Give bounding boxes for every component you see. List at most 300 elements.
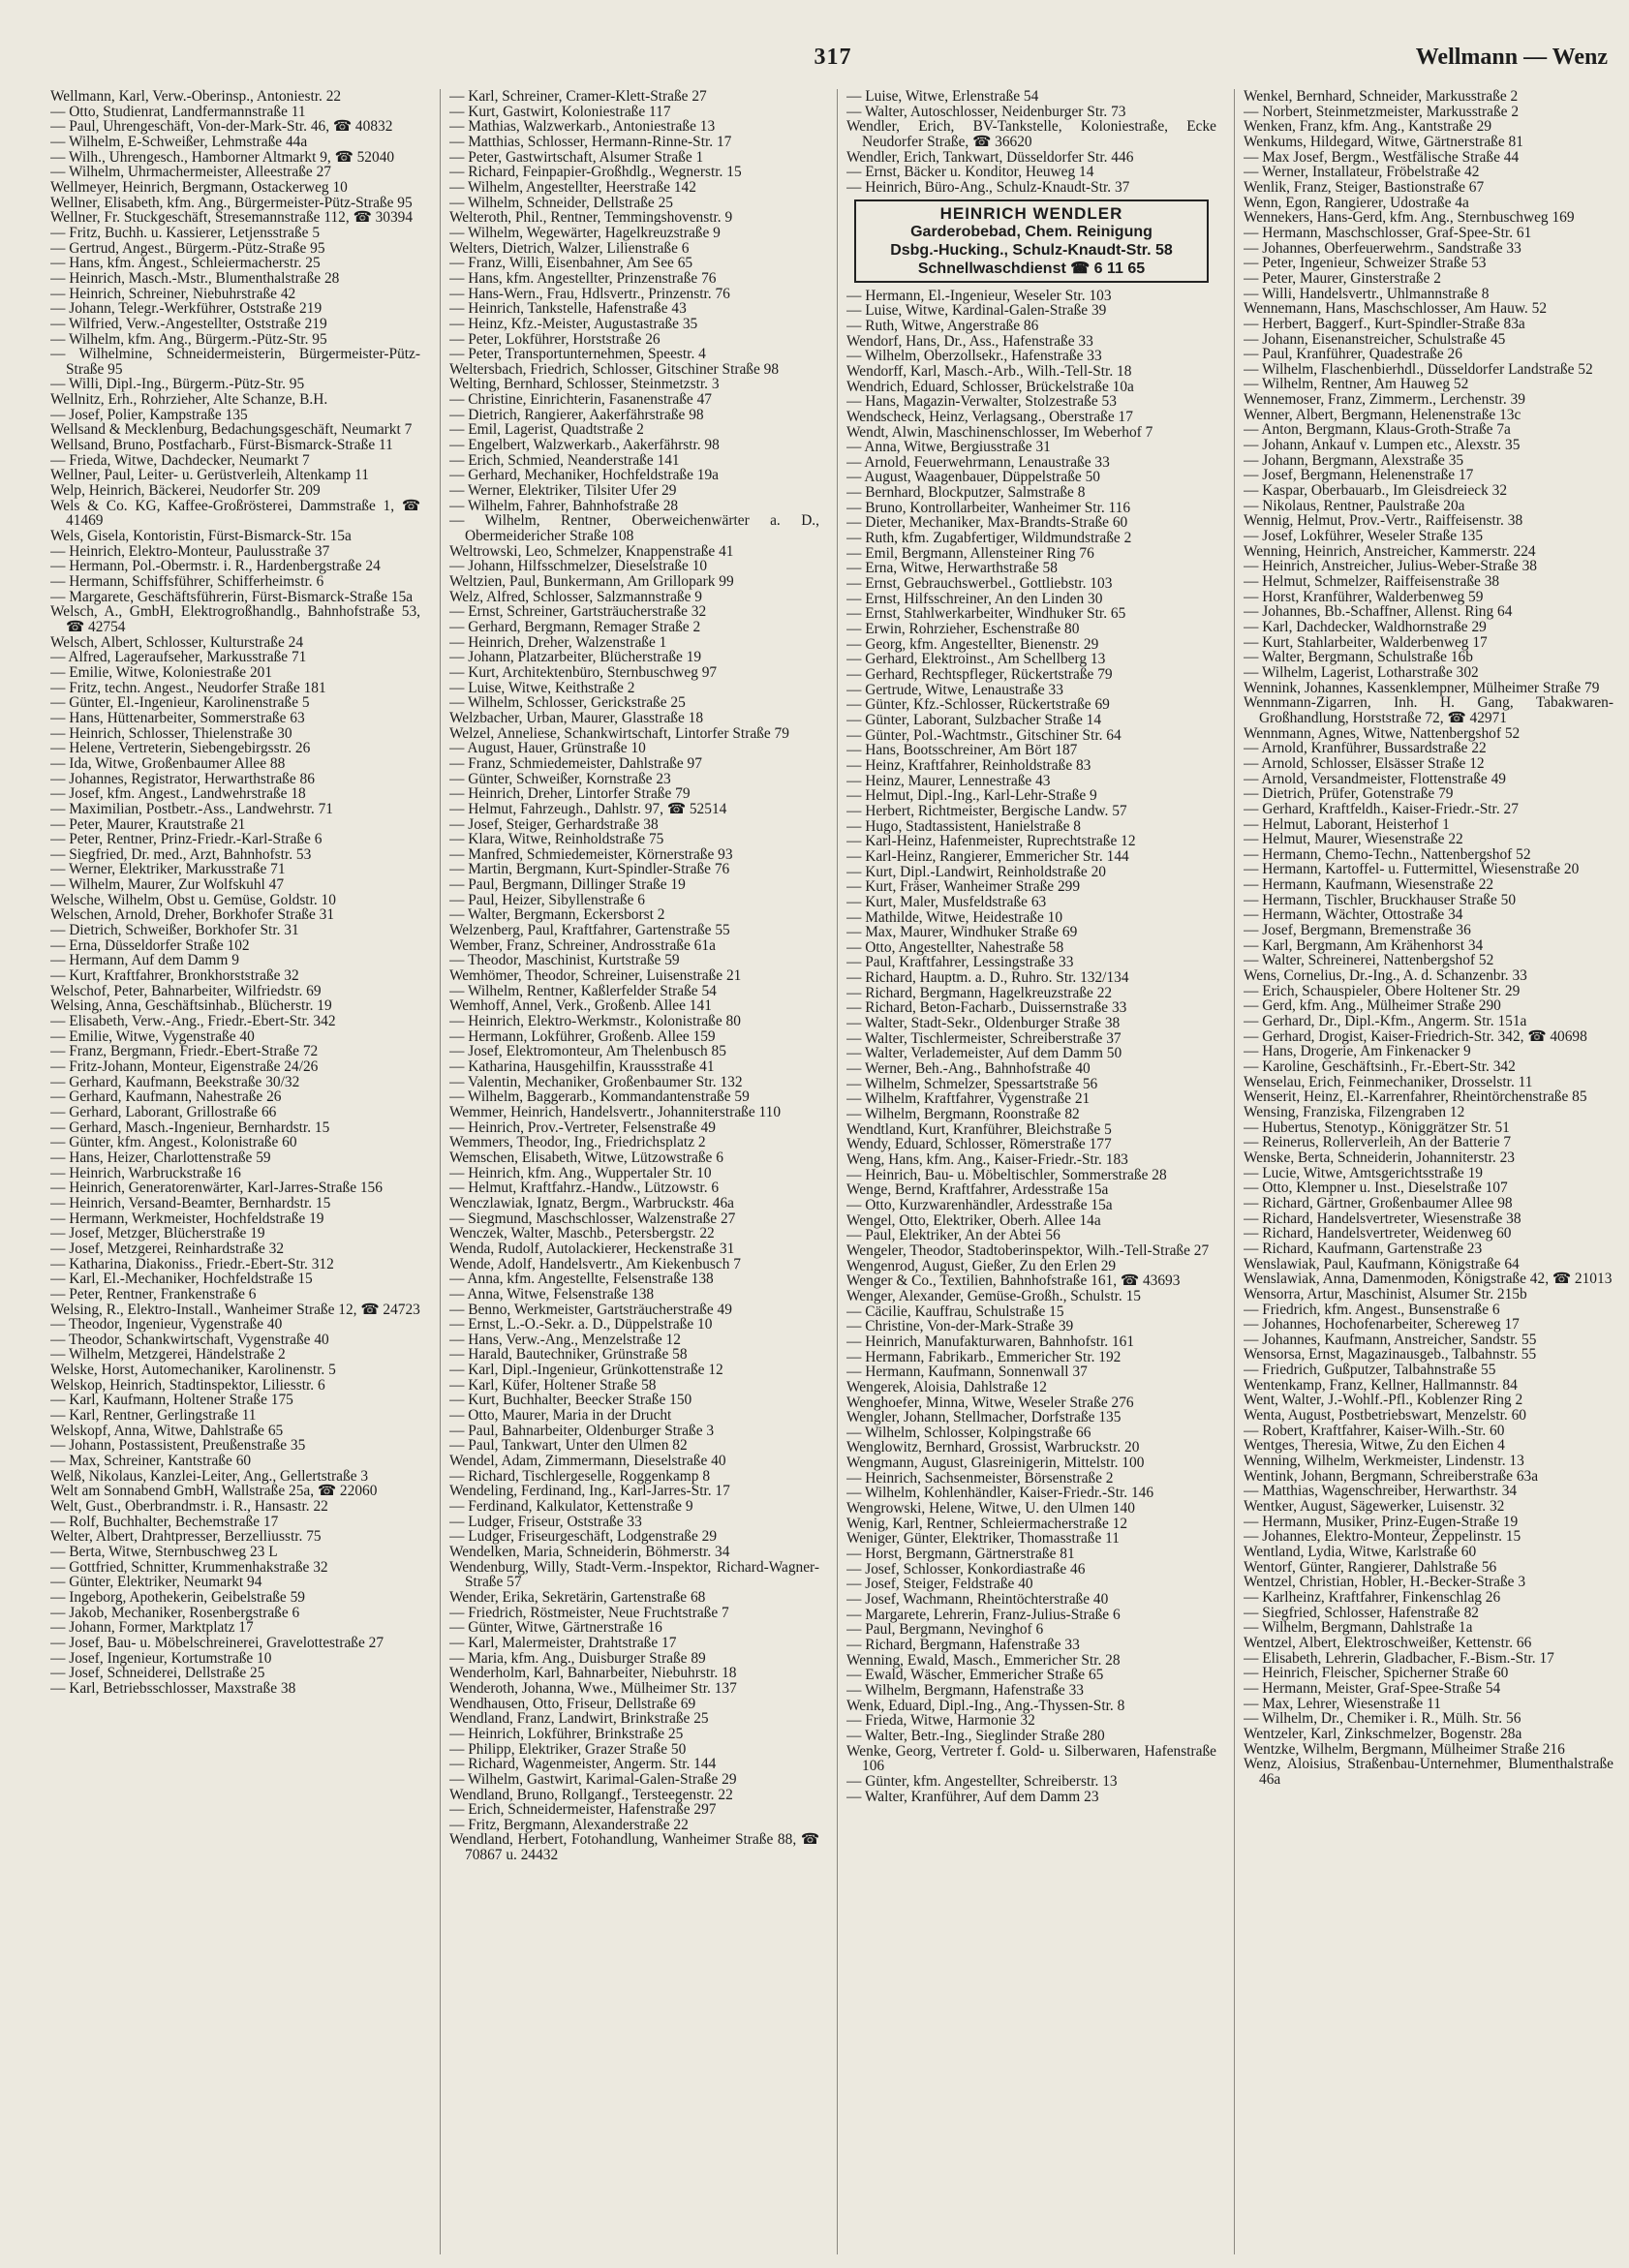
directory-entry: — Günter, El.-Ingenieur, Karolinenstraße 5 [50,694,310,712]
directory-entry: — Nikolaus, Rentner, Paulstraße 20a [1244,497,1465,514]
directory-entry: Wenger & Co., Textilien, Bahnhofstraße 161, ☎ 43693 [846,1272,1181,1290]
directory-entry: — Erich, Schneidermeister, Hafenstraße 297 [449,1801,717,1819]
directory-entry: — Johannes, Bb.-Schaffner, Allenst. Ring 64 [1244,603,1513,621]
directory-entry: Wentink, Johann, Bergmann, Schreiberstraße 63a [1244,1467,1539,1485]
directory-entry: — Werner, Beh.-Ang., Bahnhofstraße 40 [846,1060,1091,1078]
directory-entry: — Karlheinz, Kraftfahrer, Finkenschlag 26 [1244,1588,1501,1606]
directory-entry: Welschof, Peter, Bahnarbeiter, Wilfriedstr. 69 [50,982,322,999]
directory-entry: — Ernst, Stahlwerkarbeiter, Windhuker Str. 65 [846,605,1126,623]
directory-entry: — Herbert, Baggerf., Kurt-Spindler-Straße 83a [1244,315,1525,332]
directory-entry: — Hermann, Wächter, Ottostraße 34 [1244,906,1463,924]
directory-entry: — Gerhard, Bergmann, Remager Straße 2 [449,618,701,635]
directory-entry: — Karl, Kaufmann, Holtener Straße 175 [50,1392,293,1409]
directory-entry: Wenkel, Bernhard, Schneider, Markusstraße 2 [1244,89,1519,105]
directory-entry: — Mathilde, Witwe, Heidestraße 10 [846,908,1063,926]
directory-entry: — Ruth, kfm. Zugabfertiger, Wildmundstraße 2 [846,530,1132,547]
directory-entry: — Gerhard, Mechaniker, Hochfeldstraße 19a [449,467,720,484]
directory-entry: — Frieda, Witwe, Harmonie 32 [846,1712,1035,1730]
directory-entry: — Richard, Feinpapier-Großhdlg., Wegnerstr. 15 [449,164,742,181]
directory-entry: — Wilhelm, Wegewärter, Hagelkreuzstraße 9 [449,224,721,241]
directory-entry: — Gerhard, Kaufmann, Beekstraße 30/32 [50,1073,300,1090]
directory-columns [50,89,1619,2254]
directory-entry: — Helmut, Dipl.-Ing., Karl-Lehr-Straße 9 [846,787,1097,805]
directory-entry: — Werner, Installateur, Fröbelstraße 42 [1244,164,1480,181]
ad-line: Schnellwaschdienst ☎ 6 11 65 [917,260,1146,277]
directory-entry: Went, Walter, J.-Wohlf.-Pfl., Koblenzer Ring 2 [1244,1392,1523,1409]
directory-entry: — Frieda, Witwe, Dachdecker, Neumarkt 7 [50,451,310,469]
directory-entry: — Friedrich, Röstmeister, Neue Fruchtstraße 7 [449,1604,729,1621]
directory-entry: — Josef, Lokführer, Weseler Straße 135 [1244,528,1484,545]
directory-entry: — Margarete, Lehrerin, Franz-Julius-Straße 6 [846,1606,1121,1623]
directory-entry: Wennig, Helmut, Prov.-Vertr., Raiffeisenstr. 38 [1244,512,1523,530]
directory-entry: — Hermann, Meister, Graf-Spee-Straße 54 [1244,1679,1501,1697]
directory-entry: — Helmut, Maurer, Wiesenstraße 22 [1244,831,1463,848]
directory-entry: — Helmut, Laborant, Heisterhof 1 [1244,815,1450,833]
directory-entry: Wenderoth, Johanna, Wwe., Mülheimer Str. 137 [449,1679,737,1697]
directory-entry: — Mathias, Walzwerkarb., Antoniestraße 13 [449,118,716,136]
directory-entry: Wellnitz, Erh., Rohrzieher, Alte Schanze, B.H. [50,391,328,409]
directory-entry: — Matthias, Schlosser, Hermann-Rinne-Str. 17 [449,133,732,150]
directory-entry: — Wilhelm, Fahrer, Bahnhofstraße 28 [449,497,679,514]
directory-entry: — Hermann, Schiffsführer, Schifferheimstr. 6 [50,573,324,590]
directory-entry: — Hermann, Fabrikarb., Emmericher Str. 192 [846,1348,1122,1365]
directory-entry: — Paul, Kraftfahrer, Lessingstraße 33 [846,954,1074,971]
directory-entry: — Elisabeth, Lehrerin, Gladbacher, F.-Bism.-Str. 17 [1244,1649,1554,1667]
directory-entry: Wenczek, Walter, Maschb., Petersbergstr. 22 [449,1225,715,1242]
directory-entry: — Wilhelm, Oberzollsekr., Hafenstraße 33 [846,348,1102,365]
directory-entry: Wenslawiak, Paul, Kaufmann, Königstraße 64 [1244,1255,1520,1272]
directory-entry: — Arnold, Kranführer, Bussardstraße 22 [1244,740,1487,757]
directory-entry: — Gertrud, Angest., Bürgerm.-Pütz-Straße 95 [50,239,325,257]
directory-entry: — Paul, Heizer, Sibyllenstraße 6 [449,891,645,908]
directory-entry: — Heinrich, Manufakturwaren, Bahnhofstr. 161 [846,1333,1135,1350]
directory-entry: — Werner, Elektriker, Tilsiter Ufer 29 [449,482,677,500]
directory-entry: — Kurt, Dipl.-Landwirt, Reinholdstraße 20 [846,863,1107,880]
directory-entry: Wender, Erika, Sekretärin, Gartenstraße 68 [449,1588,706,1606]
directory-entry: — Gerhard, Rechtspfleger, Rückertstraße 79 [846,666,1113,683]
directory-entry: — Max, Maurer, Windhuker Straße 69 [846,924,1078,941]
directory-entry: Welz, Alfred, Schlosser, Salzmannstraße 9 [449,588,702,605]
directory-entry: — Ernst, Gebrauchswerbel., Gottliebstr. 103 [846,575,1113,593]
directory-entry: Welsing, Anna, Geschäftsinhab., Blücherstr. 19 [50,997,332,1015]
column-2 [449,89,819,2254]
directory-entry: Wenglowitz, Bernhard, Grossist, Warbruckstr. 20 [846,1439,1140,1456]
directory-entry: Wemhömer, Theodor, Schreiner, Luisenstraße 21 [449,967,742,985]
directory-entry: Welp, Heinrich, Bäckerei, Neudorfer Str. 209 [50,482,321,500]
directory-entry: — Christine, Von-der-Mark-Straße 39 [846,1318,1074,1335]
directory-entry: Weltzien, Paul, Bunkermann, Am Grillopark 99 [449,573,734,590]
directory-entry: — Heinrich, Tankstelle, Hafenstraße 43 [449,300,687,318]
directory-entry: — Peter, Rentner, Frankenstraße 6 [50,1285,257,1303]
directory-entry: — Johannes, Oberfeuerwehrm., Sandstraße 33 [1244,239,1521,257]
directory-entry: — Richard, Handelsvertreter, Wiesenstraße 38 [1244,1210,1521,1227]
directory-entry: Wenselau, Erich, Feinmechaniker, Drosselstr. 11 [1244,1073,1533,1090]
directory-entry: — Margarete, Geschäftsführerin, Fürst-Bismarck-Straße 15a [50,588,414,605]
directory-entry: — Josef, Polier, Kampstraße 135 [50,406,248,423]
directory-entry: — Erna, Witwe, Herwarthstraße 58 [846,560,1058,577]
directory-entry: — Johann, Eisenanstreicher, Schulstraße 45 [1244,330,1506,348]
directory-entry: — Günter, Kfz.-Schlosser, Rückertstraße 69 [846,696,1110,714]
directory-entry: Wennink, Johannes, Kassenklempner, Mülheimer Straße 79 [1244,679,1600,696]
directory-entry: — Walter, Bergmann, Schulstraße 16b [1244,649,1473,666]
directory-entry: — Paul, Bahnarbeiter, Oldenburger Straße 3 [449,1422,715,1439]
directory-entry: — Valentin, Mechaniker, Großenbaumer Str. 132 [449,1073,743,1090]
directory-entry: — Alfred, Lageraufseher, Markusstraße 71 [50,649,307,666]
directory-entry: — Hermann, Pol.-Obermstr. i. R., Hardenbergstraße 24 [50,558,381,575]
directory-entry: Welsch, Albert, Schlosser, Kulturstraße 24 [50,633,304,651]
directory-entry: — Gerhard, Drogist, Kaiser-Friedrich-Str. 342, ☎ 40698 [1244,1027,1587,1045]
directory-entry: — Paul, Elektriker, An der Abtei 56 [846,1227,1060,1244]
directory-entry: Welskopf, Anna, Witwe, Dahlstraße 65 [50,1422,284,1439]
directory-entry: — Emilie, Witwe, Koloniestraße 201 [50,663,273,681]
directory-entry: — Günter, kfm. Angest., Kolonistraße 60 [50,1134,297,1151]
directory-entry: — Wilhelm, Rentner, Kaßlerfelder Straße 54 [449,982,717,999]
directory-entry: — Walter, Autoschlosser, Neidenburger Str. 73 [846,103,1126,120]
directory-entry: Welsing, R., Elektro-Install., Wanheimer Straße 12, ☎ 24723 [50,1301,420,1318]
directory-entry: Wenke, Georg, Vertreter f. Gold- u. Silberwaren, Hafenstraße 106 [846,1742,1216,1775]
directory-entry: — Karl, Küfer, Holtener Straße 58 [449,1376,657,1394]
directory-entry: — Gerhard, Elektroinst., Am Schellberg 13 [846,651,1106,668]
directory-entry: — Johann, Platzarbeiter, Blücherstraße 19 [449,649,702,666]
directory-entry: — Josef, Wachmann, Rheintöchterstraße 40 [846,1591,1109,1609]
directory-entry: — August, Waagenbauer, Düppelstraße 50 [846,469,1100,486]
directory-entry: Wende, Adolf, Handelsvertr., Am Kiekenbusch 7 [449,1255,741,1272]
directory-entry: Weltersbach, Friedrich, Schlosser, Gitschiner Straße 98 [449,360,780,378]
directory-entry: — Gerhard, Kraftfeldh., Kaiser-Friedr.-Str. 27 [1244,800,1519,817]
directory-entry: — Luise, Witwe, Kardinal-Galen-Straße 39 [846,302,1107,320]
directory-entry: — Wilhelm, Lagerist, Lotharstraße 302 [1244,663,1479,681]
directory-entry: Wennmann, Agnes, Witwe, Nattenbergshof 52 [1244,724,1521,742]
directory-entry: — Ingeborg, Apothekerin, Geibelstraße 59 [50,1588,306,1606]
directory-entry: — Johann, Bergmann, Alexstraße 35 [1244,451,1464,469]
directory-entry: — Christine, Einrichterin, Fasanenstraße 47 [449,391,712,409]
column-divider [1234,89,1235,2254]
directory-entry: — Heinrich, Lokführer, Brinkstraße 25 [449,1725,684,1742]
directory-entry: Wentzke, Wilhelm, Bergmann, Mülheimer Straße 216 [1244,1740,1565,1758]
directory-entry: — Anton, Bergmann, Klaus-Groth-Straße 7a [1244,421,1511,439]
directory-entry: — Günter, Pol.-Wachtmstr., Gitschiner Str. 64 [846,726,1122,744]
directory-entry: — Hermann, Lokführer, Großenb. Allee 159 [449,1027,716,1045]
directory-entry: Welters, Dietrich, Walzer, Lilienstraße 6 [449,239,690,257]
directory-entry: Wenske, Berta, Schneiderin, Johanniterstr. 23 [1244,1149,1515,1166]
directory-entry: — Hans, Bootsschreiner, Am Bört 187 [846,742,1078,759]
directory-entry: — Johannes, Elektro-Monteur, Zeppelinstr. 15 [1244,1528,1521,1546]
directory-entry: — Luise, Witwe, Erlenstraße 54 [846,89,1039,105]
running-head: Wellmann — Wenz [1415,45,1608,70]
directory-entry: — Franz, Schmiedemeister, Dahlstraße 97 [449,754,702,772]
directory-entry: — Erich, Schauspieler, Obere Holtener Str. 29 [1244,982,1521,999]
directory-entry: — Karl, Dachdecker, Waldhornstraße 29 [1244,618,1487,635]
directory-entry: Wellsand & Mecklenburg, Bedachungsgeschäft, Neumarkt 7 [50,421,413,439]
directory-entry: — Günter, Laborant, Sulzbacher Straße 14 [846,711,1102,728]
directory-entry: — Walter, Kranführer, Auf dem Damm 23 [846,1788,1099,1805]
column-3 [846,89,1216,2254]
directory-entry: — Heinz, Kfz.-Meister, Augustastraße 35 [449,315,698,332]
directory-entry: — Manfred, Schmiedemeister, Körnerstraße 93 [449,845,733,863]
directory-entry: — Hubertus, Stenotyp., Königgrätzer Str. 51 [1244,1119,1510,1136]
directory-entry: — Wilhelm, Rentner, Am Hauweg 52 [1244,376,1469,393]
directory-entry: Wendenburg, Willy, Stadt-Verm.-Inspektor, Richard-Wagner-Straße 57 [449,1558,819,1591]
directory-entry: — Kurt, Gastwirt, Koloniestraße 117 [449,103,671,120]
column-1 [50,89,420,2254]
directory-entry: — Walter, Stadt-Sekr., Oldenburger Straße 38 [846,1015,1121,1032]
directory-entry: — Ida, Witwe, Großenbaumer Allee 88 [50,754,286,772]
directory-entry: — Johannes, Registrator, Herwarthstraße 86 [50,770,315,787]
directory-entry: — Wilhelm, Baggerarb., Kommandantenstraße 59 [449,1088,750,1106]
directory-entry: — Heinrich, Dreher, Walzenstraße 1 [449,633,667,651]
directory-entry: — Josef, kfm. Angest., Landwehrstraße 18 [50,785,306,803]
directory-entry: — Luise, Witwe, Keithstraße 2 [449,679,635,696]
directory-entry: Wendorf, Hans, Dr., Ass., Hafenstraße 33 [846,332,1093,350]
directory-entry: Wenn, Egon, Rangierer, Udostraße 4a [1244,194,1469,211]
directory-entry: — Josef, Metzgerei, Reinhardstraße 32 [50,1240,285,1257]
directory-entry: — Jakob, Mechaniker, Rosenbergstraße 6 [50,1604,300,1621]
directory-entry: Wentenkamp, Franz, Kellner, Hallmannstr. 84 [1244,1376,1518,1394]
column-divider [837,89,838,2254]
directory-entry: — Josef, Bau- u. Möbelschreinerei, Gravelottestraße 27 [50,1634,384,1651]
directory-entry: — Karl, Malermeister, Drahtstraße 17 [449,1634,677,1651]
directory-entry: Wendt, Alwin, Maschinenschlosser, Im Weberhof 7 [846,423,1153,441]
directory-entry: — Walter, Schreinerei, Nattenbergshof 52 [1244,952,1494,969]
directory-entry: — Cäcilie, Kauffrau, Schulstraße 15 [846,1303,1064,1320]
directory-entry: — Karl, El.-Mechaniker, Hochfeldstraße 15 [50,1271,313,1288]
directory-entry: Wenken, Franz, kfm. Ang., Kantstraße 29 [1244,118,1492,136]
directory-entry: Wendrich, Eduard, Schlosser, Brückelstraße 10a [846,378,1134,395]
directory-entry: Wendorff, Karl, Masch.-Arb., Wilh.-Tell-Str. 18 [846,362,1132,380]
directory-entry: Wentzeler, Karl, Zinkschmelzer, Bogenstr. 28a [1244,1725,1522,1742]
directory-entry: — Johann, Hilfsschmelzer, Dieselstraße 10 [449,558,708,575]
directory-entry: — Reinerus, Rollerverleih, An der Batterie 7 [1244,1134,1512,1151]
directory-entry: — Richard, Hauptm. a. D., Ruhro. Str. 132/134 [846,969,1129,987]
directory-entry: — Max, Schreiner, Kantstraße 60 [50,1453,252,1470]
directory-entry: — Heinrich, Masch.-Mstr., Blumenthalstraße 28 [50,269,340,287]
directory-entry: — Josef, Ingenieur, Kortumstraße 10 [50,1649,272,1667]
directory-entry: Wentker, August, Sägewerker, Luisenstr. 32 [1244,1498,1505,1516]
directory-entry: Wengrowski, Helene, Witwe, U. den Ulmen 140 [846,1500,1135,1517]
directory-entry: — Fritz-Johann, Monteur, Eigenstraße 24/26 [50,1058,319,1075]
directory-entry: Wendtland, Kurt, Kranführer, Bleichstraße 5 [846,1120,1112,1138]
directory-entry: — Helene, Vertreterin, Siebengebirgsstr. 26 [50,740,311,757]
directory-entry: Wenk, Eduard, Dipl.-Ing., Ang.-Thyssen-Str. 8 [846,1697,1125,1714]
directory-entry: Wemmer, Heinrich, Handelsvertr., Johanniterstraße 110 [449,1103,782,1120]
directory-entry: Wendscheck, Heinz, Verlagsang., Oberstraße 17 [846,408,1133,425]
directory-entry: — Berta, Witwe, Sternbuschweg 23 L [50,1544,278,1560]
directory-entry: — Friedrich, kfm. Angest., Bunsenstraße 6 [1244,1301,1500,1318]
directory-entry: — Arnold, Versandmeister, Flottenstraße 49 [1244,770,1506,787]
directory-entry: — Richard, Bergmann, Hagelkreuzstraße 22 [846,984,1113,1001]
directory-entry: — Emil, Lagerist, Quadtstraße 2 [449,421,644,439]
directory-entry: — Peter, Maurer, Krautstraße 21 [50,815,246,833]
directory-entry: — Josef, Steiger, Feldstraße 40 [846,1576,1033,1593]
directory-entry: — Arnold, Feuerwehrmann, Lenaustraße 33 [846,453,1110,471]
directory-entry: — Erwin, Rohrzieher, Eschenstraße 80 [846,621,1080,638]
directory-entry: Wenner, Albert, Bergmann, Helenenstraße 13c [1244,406,1521,423]
directory-entry: — Kaspar, Oberbauarb., Im Gleisdreieck 32 [1244,482,1508,500]
directory-entry: Wenta, August, Postbetriebswart, Menzelstr. 60 [1244,1407,1526,1425]
directory-entry: Wentorf, Günter, Rangierer, Dahlstraße 56 [1244,1558,1497,1576]
directory-entry: — Peter, Ingenieur, Schweizer Straße 53 [1244,255,1487,272]
directory-entry: — Gerhard, Dr., Dipl.-Kfm., Angerm. Str. 151a [1244,1013,1527,1030]
directory-entry: — Karl, Bergmann, Am Krähenhorst 34 [1244,936,1484,954]
directory-entry: — Kurt, Fräser, Wanheimer Straße 299 [846,878,1081,896]
directory-entry: Wendelken, Maria, Schneiderin, Böhmerstr. 34 [449,1544,730,1560]
directory-entry: — Hans-Wern., Frau, Hdlsvertr., Prinzenstr. 76 [449,285,730,302]
directory-entry: — Otto, Studienrat, Landfermannstraße 11 [50,103,306,120]
directory-entry: — August, Hauer, Grünstraße 10 [449,740,646,757]
directory-entry: — Dietrich, Schweißer, Borkhofer Str. 31 [50,922,299,939]
directory-entry: — Hans, Hüttenarbeiter, Sommerstraße 63 [50,709,305,726]
directory-entry: Wennemann, Hans, Maschschlosser, Am Hauw. 52 [1244,300,1548,318]
directory-entry: — Heinrich, Bau- u. Möbeltischler, Sommerstraße 28 [846,1166,1167,1183]
directory-entry: — Ludger, Friseur, Oststraße 33 [449,1513,642,1530]
directory-entry: — Johann, Ankauf v. Lumpen etc., Alexstr. 35 [1244,437,1521,454]
directory-entry: Wendel, Adam, Zimmermann, Dieselstraße 40 [449,1453,726,1470]
directory-entry: — Hermann, Tischler, Bruckhauser Straße 50 [1244,891,1517,908]
directory-entry: — Johann, Postassistent, Preußenstraße 35 [50,1437,306,1455]
directory-entry: — Heinrich, Sachsenmeister, Börsenstraße 2 [846,1469,1114,1486]
directory-entry: — Günter, Schweißer, Kornstraße 23 [449,770,671,787]
directory-entry: — Hermann, Kartoffel- u. Futtermittel, Wiesenstraße 20 [1244,861,1580,878]
directory-entry: — Benno, Werkmeister, Gartsträucherstraße 49 [449,1301,732,1318]
directory-entry: — Martin, Bergmann, Kurt-Spindler-Straße 76 [449,861,730,878]
directory-entry: — Josef, Bergmann, Helenenstraße 17 [1244,467,1474,484]
directory-entry: — Franz, Willi, Eisenbahner, Am See 65 [449,255,693,272]
directory-entry: — Hans, Heizer, Charlottenstraße 59 [50,1149,271,1166]
directory-entry: — Max, Lehrer, Wiesenstraße 11 [1244,1695,1441,1712]
directory-entry: — Matthias, Wagenschreiber, Herwarthstr. 34 [1244,1483,1518,1500]
directory-entry: Wendler, Erich, Tankwart, Düsseldorfer Str. 446 [846,148,1134,166]
directory-entry: — Otto, Klempner u. Inst., Dieselstraße 107 [1244,1180,1508,1197]
directory-entry: Wenning, Wilhelm, Werkmeister, Lindenstr. 13 [1244,1453,1524,1470]
directory-entry: — Willi, Handelsvertr., Uhlmannstraße 8 [1244,285,1490,302]
directory-entry: Wengerek, Aloisia, Dahlstraße 12 [846,1378,1047,1395]
directory-entry: — Wilhelm, Metzgerei, Händelstraße 2 [50,1346,286,1364]
directory-entry: — Gerhard, Laborant, Grillostraße 66 [50,1103,277,1120]
directory-entry: — Karl-Heinz, Rangierer, Emmericher Str. 144 [846,847,1129,865]
directory-entry: Wennmann-Zigarren, Inh. H. Gang, Tabakwaren-Großhandlung, Horststraße 72, ☎ 42971 [1244,694,1614,726]
directory-entry: — Peter, Lokführer, Horststraße 26 [449,330,661,348]
directory-entry: Welzbacher, Urban, Maurer, Glasstraße 18 [449,709,704,726]
directory-entry: Weng, Hans, kfm. Ang., Kaiser-Friedr.-Str. 183 [846,1151,1128,1168]
directory-entry: — Bernhard, Blockputzer, Salmstraße 8 [846,484,1086,502]
directory-entry: — Wilhelm, Bergmann, Roonstraße 82 [846,1106,1080,1123]
directory-entry: — Lucie, Witwe, Amtsgerichtsstraße 19 [1244,1164,1484,1181]
directory-entry: — Heinrich, Elektro-Werkmstr., Kolonistraße 80 [449,1013,741,1030]
directory-entry: Wellner, Paul, Leiter- u. Gerüstverleih, Altenkamp 11 [50,467,369,484]
directory-entry: Wensorsa, Ernst, Magazinausgeb., Talbahnstr. 55 [1244,1346,1537,1364]
directory-entry: — Josef, Schneiderei, Dellstraße 25 [50,1665,265,1682]
directory-entry: — Hermann, Musiker, Prinz-Eugen-Straße 19 [1244,1513,1519,1530]
directory-entry: — Johann, Telegr.-Werkführer, Oststraße 219 [50,300,323,318]
directory-entry: — Josef, Steiger, Gerhardstraße 38 [449,815,659,833]
directory-entry: — Hermann, Kaufmann, Wiesenstraße 22 [1244,876,1494,894]
directory-entry: — Katharina, Diakoniss., Friedr.-Ebert-Str. 312 [50,1255,334,1272]
directory-entry: — Hermann, Werkmeister, Hochfeldstraße 19 [50,1210,324,1227]
directory-entry: Wenge, Bernd, Kraftfahrer, Ardesstraße 15a [846,1181,1109,1199]
directory-entry: — Helmut, Kraftfahrz.-Handw., Lützowstr. 6 [449,1180,720,1197]
directory-entry: Wels, Gisela, Kontoristin, Fürst-Bismarck-Str. 15a [50,528,352,545]
directory-entry: Wendland, Bruno, Rollgangf., Tersteegenstr. 22 [449,1786,733,1803]
directory-entry: — Philipp, Elektriker, Grazer Straße 50 [449,1740,687,1758]
directory-entry: Welschen, Arnold, Dreher, Borkhofer Straße 31 [50,906,335,924]
directory-entry: — Heinrich, Schreiner, Niebuhrstraße 42 [50,285,296,302]
directory-entry: — Karl, Betriebsschlosser, Maxstraße 38 [50,1679,296,1697]
directory-entry: — Siegmund, Maschschlosser, Walzenstraße 27 [449,1210,736,1227]
directory-entry: — Wilhelmine, Schneidermeisterin, Bürgermeister-Pütz-Straße 95 [50,346,420,378]
directory-entry: Wenger, Alexander, Gemüse-Großh., Schulstr. 15 [846,1287,1141,1304]
directory-entry: — Otto, Kurzwarenhändler, Ardesstraße 15a [846,1196,1113,1213]
directory-entry: — Katharina, Hausgehilfin, Kraussstraße 41 [449,1058,715,1075]
directory-entry: — Richard, Wagenmeister, Angerm. Str. 144 [449,1756,717,1773]
directory-entry: — Günter, Witwe, Gärtnerstraße 16 [449,1619,662,1637]
directory-entry: — Fritz, techn. Angest., Neudorfer Straße 181 [50,679,326,696]
directory-entry: — Theodor, Ingenieur, Vygenstraße 40 [50,1316,283,1333]
directory-entry: — Heinrich, Versand-Beamter, Bernhardstr. 15 [50,1194,331,1211]
directory-entry: — Karl-Heinz, Hafenmeister, Ruprechtstraße 12 [846,833,1136,850]
page-header [58,45,1608,83]
directory-entry: — Maximilian, Postbetr.-Ass., Landwehrstr. 71 [50,800,333,817]
directory-entry: — Franz, Bergmann, Friedr.-Ebert-Straße 72 [50,1043,319,1060]
directory-entry: — Arnold, Schlosser, Elsässer Straße 12 [1244,754,1485,772]
directory-entry: Welzel, Anneliese, Schankwirtschaft, Lintorfer Straße 79 [449,724,789,742]
directory-entry: — Wilhelm, Maurer, Zur Wolfskuhl 47 [50,876,285,894]
directory-entry: — Wilhelm, Schlosser, Kolpingstraße 66 [846,1424,1091,1441]
directory-entry: — Paul, Tankwart, Unter den Ulmen 82 [449,1437,688,1455]
directory-entry: — Hans, kfm. Angest., Schleiermacherstr. 25 [50,255,321,272]
directory-entry: — Wilhelm, Angestellter, Heerstraße 142 [449,178,696,196]
ad-line: Garderobebad, Chem. Reinigung [910,223,1153,240]
directory-entry: Welß, Nikolaus, Kanzlei-Leiter, Ang., Gellertstraße 3 [50,1467,369,1485]
directory-entry: — Wilhelm, Dr., Chemiker i. R., Mülh. Str. 56 [1244,1710,1521,1728]
directory-entry: — Ernst, Hilfsschreiner, An den Linden 30 [846,590,1103,607]
directory-entry: — Harald, Bautechniker, Grünstraße 58 [449,1346,688,1364]
directory-entry: Wellmeyer, Heinrich, Bergmann, Ostackerweg 10 [50,178,348,196]
directory-entry: Welske, Horst, Automechaniker, Karolinenstr. 5 [50,1362,336,1379]
directory-entry: Welt, Gust., Oberbrandmstr. i. R., Hansastr. 22 [50,1498,328,1516]
directory-entry: Wellsand, Bruno, Postfacharb., Fürst-Bismarck-Straße 11 [50,437,393,454]
directory-entry: — Peter, Maurer, Ginsterstraße 2 [1244,269,1441,287]
directory-entry: — Fritz, Buchh. u. Kassierer, Letjensstraße 5 [50,224,321,241]
directory-entry: — Helmut, Schmelzer, Raiffeisenstraße 38 [1244,573,1500,590]
directory-entry: — Dietrich, Prüfer, Gotenstraße 79 [1244,785,1454,803]
column-divider [440,89,441,2254]
directory-entry: — Heinz, Maurer, Lennestraße 43 [846,772,1051,789]
directory-entry: Welteroth, Phil., Rentner, Temmingshovenstr. 9 [449,209,733,227]
directory-entry: Wendeling, Ferdinand, Ing., Karl-Jarres-Str. 17 [449,1483,730,1500]
directory-entry: — Wilhelm, Bergmann, Dahlstraße 1a [1244,1619,1473,1637]
directory-entry: Wendy, Eduard, Schlosser, Römerstraße 177 [846,1136,1112,1153]
directory-entry: Wengler, Johann, Stellmacher, Dorfstraße 135 [846,1409,1122,1426]
directory-entry: Welt am Sonnabend GmbH, Wallstraße 25a, ☎ 22060 [50,1483,378,1500]
directory-entry: — Johannes, Kaufmann, Anstreicher, Sandstr. 55 [1244,1331,1537,1348]
directory-entry: — Hans, Drogerie, Am Finkenacker 9 [1244,1043,1471,1060]
directory-entry: — Willi, Dipl.-Ing., Bürgerm.-Pütz-Str. 95 [50,376,305,393]
directory-entry: Wengenrod, August, Gießer, Zu den Erlen 29 [846,1257,1117,1274]
directory-entry: — Wilhelm, Bergmann, Hafenstraße 33 [846,1681,1085,1699]
directory-entry: Wentzel, Albert, Elektroschweißer, Kettenstr. 66 [1244,1634,1532,1651]
directory-entry: — Otto, Maurer, Maria in der Drucht [449,1407,672,1425]
directory-entry: — Karl, Schreiner, Cramer-Klett-Straße 27 [449,89,707,105]
directory-entry: — Peter, Rentner, Prinz-Friedr.-Karl-Straße 6 [50,831,323,848]
directory-entry: Weltrowski, Leo, Schmelzer, Knappenstraße 41 [449,542,734,560]
directory-entry: Welsch, A., GmbH, Elektrogroßhandlg., Bahnhofstraße 53, ☎ 42754 [50,603,420,635]
directory-entry: — Paul, Uhrengeschäft, Von-der-Mark-Str. 46, ☎ 40832 [50,118,393,136]
directory-entry: — Anna, kfm. Angestellte, Felsenstraße 138 [449,1271,714,1288]
directory-entry: — Gerhard, Kaufmann, Nahestraße 26 [50,1088,282,1106]
directory-entry: Wens, Cornelius, Dr.-Ing., A. d. Schanzenbr. 33 [1244,967,1527,985]
page-number: 317 [814,45,852,70]
directory-entry: — Walter, Bergmann, Eckersborst 2 [449,906,665,924]
